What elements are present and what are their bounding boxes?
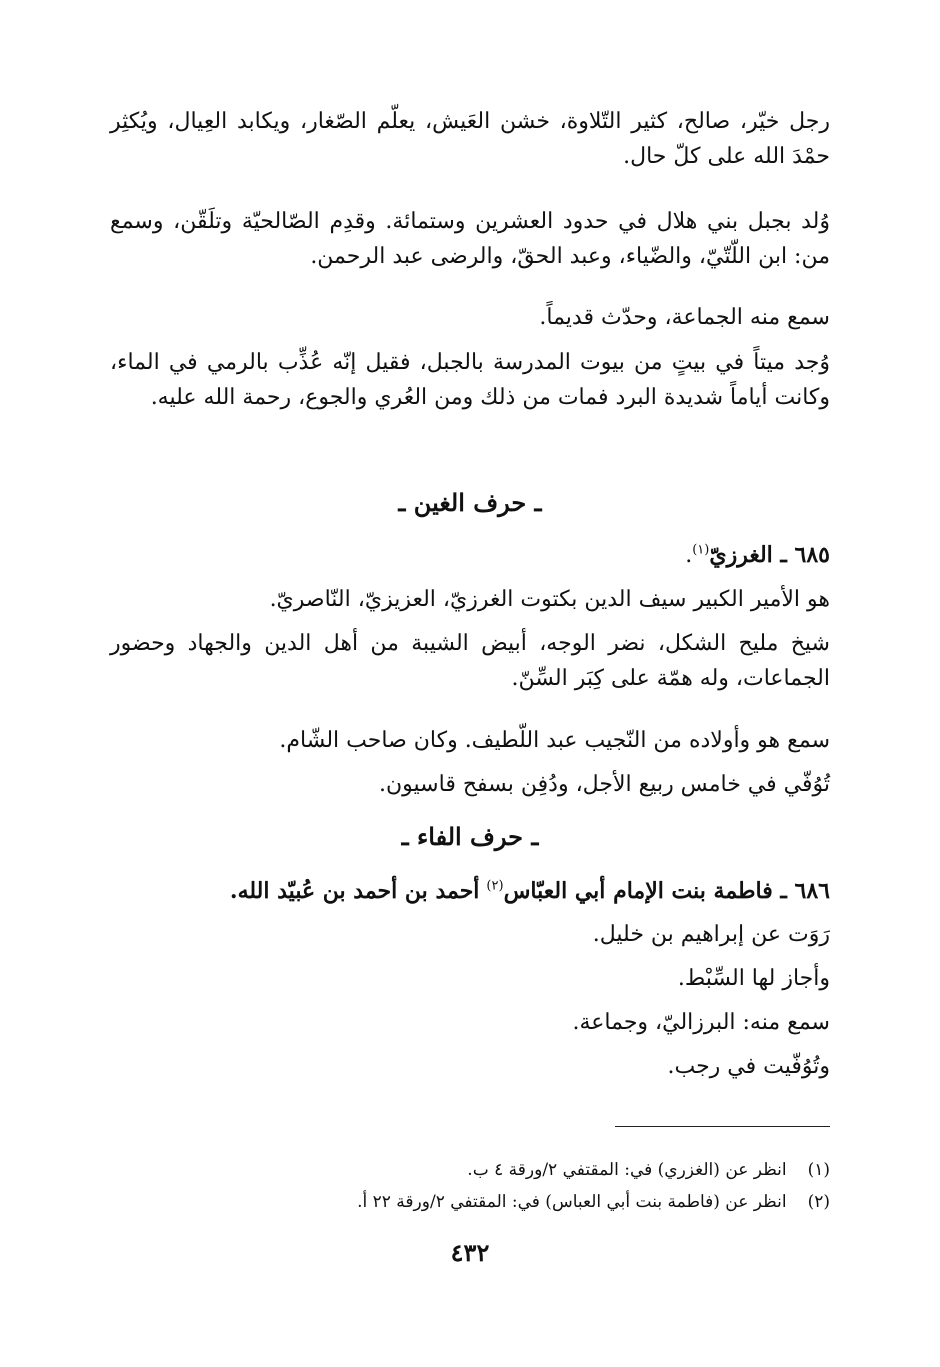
- footnote-2: [110, 1190, 830, 1216]
- entry-686-line-4: وتُوُفّيت في رجب.: [667, 1054, 830, 1079]
- entry-686-heading: [110, 874, 830, 909]
- paragraph-narration: سمع منه الجماعة، وحدّث قديماً.: [539, 305, 830, 330]
- entry-685-title: ٦٨٥ ـ الغرزيّ: [709, 542, 830, 568]
- entry-686-line-3: سمع منه: البرزاليّ، وجماعة.: [572, 1010, 830, 1035]
- entry-685-line-3: سمع هو وأولاده من النّجيب عبد اللّطيف. وكان صاحب الشّام.: [279, 728, 830, 753]
- entry-686-title-cont: أحمد بن أحمد بن عُبيّد الله.: [229, 878, 480, 904]
- paragraph-birth: وُلد بجبل بني هلال في حدود العشرين وستمائة. وقدِم الصّالحيّة وتلَقّن، وسمع من: ابن اللّتّيّ، والضّياء، وعبد الحقّ، والرضى عبد الرحمن.: [110, 209, 830, 270]
- footnote-2-number: (٢): [807, 1192, 830, 1212]
- entry-686-line-2: وأجاز لها السِّبْط.: [677, 966, 830, 991]
- entry-685-line-2: شيخ مليح الشكل، نضر الوجه، أبيض الشيبة من أهل الدين والجهاد وحضور الجماعات، وله همّة على كِبَر السِّنّ.: [110, 631, 830, 692]
- footnote-1: [110, 1158, 830, 1184]
- footnote-1-number: (١): [807, 1160, 830, 1180]
- entry-685-heading: [110, 538, 830, 573]
- entry-685-period: .: [685, 543, 693, 568]
- footnote-2-text: انظر عن (فاطمة بنت أبي العباس) في: المقتفي ٢/ورقة ٢٢ أ.: [357, 1192, 787, 1212]
- entry-686-line-1: رَوَت عن إبراهيم بن خليل.: [592, 922, 830, 947]
- entry-686-title: ٦٨٦ ـ فاطمة بنت الإمام أبي العبّاس: [503, 878, 830, 904]
- footnote-1-text: انظر عن (الغزري) في: المقتفي ٢/ورقة ٤ ب.: [467, 1160, 787, 1180]
- footnote-ref-2: (٢): [486, 878, 504, 894]
- paragraph-death: وُجد ميتاً في بيتٍ من بيوت المدرسة بالجبل، فقيل إنّه عُذِّب بالرمي في الماء، وكانت أياماً شديدة البرد فمات من ذلك ومن العُري والجوع، رحمة الله عليه.: [110, 350, 830, 411]
- section-heading-ghain: ـ حرف الغين ـ: [398, 488, 542, 517]
- footnote-divider: [615, 1126, 830, 1127]
- paragraph-biography-intro: رجل خيّر، صالح، كثير التّلاوة، خشن العَيش، يعلّم الصّغار، ويكابد العِيال، ويُكثِر حمْدَ الله على كلّ حال.: [110, 109, 830, 170]
- entry-685-line-4: تُوُفّي في خامس ربيع الأجل، ودُفِن بسفح قاسيون.: [379, 772, 830, 797]
- section-heading-fa: ـ حرف الفاء ـ: [401, 822, 539, 851]
- entry-685-line-1: هو الأمير الكبير سيف الدين بكتوت الغرزيّ، العزيزيّ، النّاصريّ.: [269, 587, 830, 612]
- footnote-ref-1: (١): [692, 542, 710, 558]
- page-number: ٤٣٢: [450, 1238, 490, 1267]
